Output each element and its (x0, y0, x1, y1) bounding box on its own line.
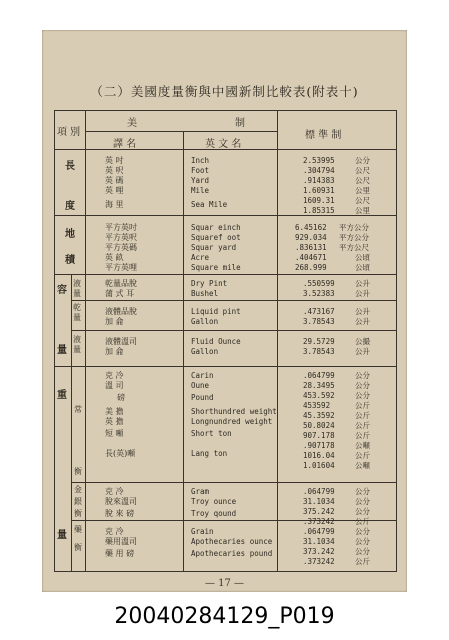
english-unit-name: Oune (191, 381, 210, 390)
english-unit-name: Longnundred weight (191, 417, 273, 426)
chinese-unit-name: 長(英)噸 (105, 449, 136, 458)
english-unit-name: Liquid pint (191, 307, 241, 316)
chinese-unit-name: 藥 用 磅 (105, 549, 135, 558)
standard-value: .907178 (303, 441, 335, 450)
standard-value: 1.85315 (303, 206, 335, 215)
standard-value: 373.242 (303, 547, 335, 556)
category-capacity: 容 (57, 285, 67, 296)
standard-value: .404671 (295, 253, 327, 262)
english-unit-name: Gallon (191, 347, 219, 356)
standard-unit: 公噸 (355, 461, 370, 470)
standard-unit: 平方公尺 (339, 243, 369, 252)
header-us: 美 (127, 118, 137, 129)
standard-unit: 公升 (355, 347, 370, 356)
header-divider (85, 131, 277, 132)
english-unit-name: Squar einch (191, 223, 241, 232)
standard-unit: 公噸 (355, 441, 370, 450)
row-divider (55, 274, 396, 275)
category-weight: 量 (57, 530, 67, 541)
column-divider (71, 274, 72, 366)
category-troy: 衡 (74, 509, 82, 518)
standard-value: 1.01604 (303, 461, 335, 470)
category-area: 地 (65, 229, 75, 240)
chinese-unit-name: 蒲 式 耳 (105, 289, 135, 298)
chinese-unit-name: 液體品脫 (105, 307, 137, 316)
english-unit-name: Carin (191, 371, 214, 380)
standard-unit: 公尺 (355, 176, 370, 185)
standard-value: 3.52383 (303, 289, 335, 298)
standard-unit: 平方公分 (339, 233, 369, 242)
standard-value: 1.60931 (303, 186, 335, 195)
chinese-unit-name: 英 畝 (105, 253, 124, 262)
standard-value: .064799 (303, 527, 335, 536)
english-unit-name: Apothecaries pound (191, 549, 273, 558)
chinese-unit-name: 克 冷 (105, 487, 124, 496)
english-unit-name: Acre (191, 253, 210, 262)
row-divider (55, 215, 396, 216)
category-avoirdupois: 常 (74, 405, 82, 414)
chinese-unit-name: 加 侖 (105, 347, 124, 356)
standard-unit: 公頃 (355, 253, 370, 262)
table-title: （二）美國度量衡與中國新制比較表(附表十) (90, 84, 359, 99)
english-unit-name: Pound (191, 393, 214, 402)
standard-unit: 公斤 (355, 431, 370, 440)
english-unit-name: Gallon (191, 317, 219, 326)
chinese-unit-name: 液體溫司 (105, 337, 137, 346)
chinese-unit-name: 乾量品脫 (105, 279, 137, 288)
row-divider (71, 482, 396, 483)
category-apothecaries: 藥 (74, 525, 82, 534)
english-unit-name: Inch (191, 156, 210, 165)
standard-unit: 公斤 (355, 401, 370, 410)
standard-unit: 公斤 (355, 517, 370, 526)
chinese-unit-name: 短 噸 (105, 429, 124, 438)
english-unit-name: Bushel (191, 289, 219, 298)
header-english-name: 英 文 名 (205, 139, 242, 150)
standard-unit: 公分 (355, 527, 370, 536)
column-divider (85, 111, 86, 571)
comparison-table (54, 110, 397, 572)
english-unit-name: Apothecaries ounce (191, 537, 273, 546)
header-chinese-name: 譯 名 (113, 139, 137, 150)
english-unit-name: Yard (191, 176, 210, 185)
column-divider (277, 111, 278, 571)
standard-unit: 公斤 (355, 451, 370, 460)
category-measure: 量 (57, 345, 67, 356)
chinese-unit-name: 磅 (117, 393, 125, 402)
standard-value: .064799 (303, 487, 335, 496)
standard-value: 1609.31 (303, 196, 335, 205)
standard-unit: 公分 (355, 537, 370, 546)
page-number: — 17 — (204, 578, 245, 589)
chinese-unit-name: 平方英吋 (105, 223, 137, 232)
chinese-unit-name: 英 碼 (105, 176, 124, 185)
english-unit-name: Troy ounce (191, 497, 237, 506)
english-unit-name: Short ton (191, 429, 232, 438)
standard-value: 907.178 (303, 431, 335, 440)
column-divider (183, 131, 184, 571)
standard-unit: 公升 (355, 289, 370, 298)
standard-unit: 公分 (355, 497, 370, 506)
standard-value: .914383 (303, 176, 335, 185)
standard-unit: 公分 (355, 391, 370, 400)
standard-value: 50.8024 (303, 421, 335, 430)
category-troy: 銀 (74, 497, 82, 506)
chinese-unit-name: 溫 司 (105, 381, 124, 390)
standard-value: .373242 (303, 517, 335, 526)
chinese-unit-name: 克 冷 (105, 527, 124, 536)
standard-unit: 公分 (355, 547, 370, 556)
standard-value: 2.53995 (303, 156, 335, 165)
header-system: 制 (235, 118, 245, 129)
standard-value: 31.1034 (303, 537, 335, 546)
standard-unit: 公頃 (355, 263, 370, 272)
standard-unit: 公里 (355, 206, 370, 215)
standard-unit: 公尺 (355, 166, 370, 175)
row-divider (71, 300, 396, 301)
chinese-unit-name: 克 冷 (105, 371, 124, 380)
standard-unit: 公斤 (355, 411, 370, 420)
standard-value: 268.999 (295, 263, 327, 272)
chinese-unit-name: 脫來溫司 (105, 497, 137, 506)
category-weight: 重 (57, 390, 67, 401)
category-length: 度 (65, 201, 75, 212)
standard-value: 31.1034 (303, 497, 335, 506)
header-item: 項 別 (57, 127, 81, 138)
chinese-unit-name: 藥用溫司 (105, 537, 137, 546)
category-troy: 金 (74, 485, 82, 494)
image-caption: 20040284129_P019 (114, 604, 335, 629)
standard-value: .550599 (303, 279, 335, 288)
standard-unit: 公尺 (355, 196, 370, 205)
row-divider (55, 366, 396, 367)
standard-unit: 公升 (355, 307, 370, 316)
row-divider (71, 520, 396, 521)
standard-unit: 公升 (355, 317, 370, 326)
standard-value: 28.3495 (303, 381, 335, 390)
english-unit-name: Mile (191, 186, 210, 195)
chinese-unit-name: 海 里 (105, 200, 124, 209)
standard-unit: 公分 (355, 507, 370, 516)
standard-unit: 公斤 (355, 421, 370, 430)
category-liquid: 液量 (73, 335, 81, 354)
category-liquid: 液量 (73, 279, 81, 298)
english-unit-name: Foot (191, 166, 210, 175)
category-length: 長 (65, 161, 75, 172)
english-unit-name: Gram (191, 487, 210, 496)
standard-value: .304794 (303, 166, 335, 175)
standard-unit: 平方公分 (339, 223, 369, 232)
english-unit-name: Square mile (191, 263, 241, 272)
standard-value: 1016.04 (303, 451, 335, 460)
standard-unit: 公撮 (355, 337, 370, 346)
standard-unit: 公分 (355, 156, 370, 165)
standard-value: .473167 (303, 307, 335, 316)
category-apothecaries: 衡 (74, 543, 82, 552)
standard-value: 6.45162 (295, 223, 327, 232)
standard-value: 3.78543 (303, 317, 335, 326)
chinese-unit-name: 平方英呎 (105, 233, 137, 242)
standard-value: 29.5729 (303, 337, 335, 346)
english-unit-name: Fluid Ounce (191, 337, 241, 346)
chinese-unit-name: 英 哩 (105, 186, 124, 195)
chinese-unit-name: 英 吋 (105, 156, 124, 165)
chinese-unit-name: 脫 來 磅 (105, 509, 135, 518)
english-unit-name: Squar yard (191, 243, 237, 252)
chinese-unit-name: 英 呎 (105, 166, 124, 175)
english-unit-name: Shorthundred weight (191, 407, 277, 416)
document-page (42, 30, 407, 592)
row-divider (71, 330, 396, 331)
standard-unit: 公升 (355, 279, 370, 288)
standard-value: .373242 (303, 557, 335, 566)
chinese-unit-name: 加 侖 (105, 317, 124, 326)
standard-unit: 公斤 (355, 557, 370, 566)
standard-unit: 公分 (355, 487, 370, 496)
english-unit-name: Troy qound (191, 509, 237, 518)
column-divider (71, 366, 72, 571)
english-unit-name: Grain (191, 527, 214, 536)
english-unit-name: Lang ton (191, 449, 228, 458)
standard-unit: 公分 (355, 371, 370, 380)
standard-value: 375.242 (303, 507, 335, 516)
chinese-unit-name: 平方英碼 (105, 243, 137, 252)
standard-value: .836131 (295, 243, 327, 252)
category-avoirdupois: 衡 (74, 467, 82, 476)
english-unit-name: Sea Mile (191, 200, 228, 209)
standard-value: .064799 (303, 371, 335, 380)
header-standard: 標 準 制 (305, 130, 342, 141)
standard-value: 453592 (303, 401, 331, 410)
standard-unit: 公分 (355, 381, 370, 390)
standard-unit: 公里 (355, 186, 370, 195)
english-unit-name: Squaref oot (191, 233, 241, 242)
english-unit-name: Dry Pint (191, 279, 228, 288)
chinese-unit-name: 美 擔 (105, 407, 124, 416)
chinese-unit-name: 平方英哩 (105, 263, 137, 272)
category-area: 積 (65, 255, 75, 266)
standard-value: 45.3592 (303, 411, 335, 420)
standard-value: 3.78543 (303, 347, 335, 356)
chinese-unit-name: 英 擔 (105, 417, 124, 426)
standard-value: 929.034 (295, 233, 327, 242)
category-dry: 乾量 (73, 303, 81, 322)
standard-value: 453.592 (303, 391, 335, 400)
